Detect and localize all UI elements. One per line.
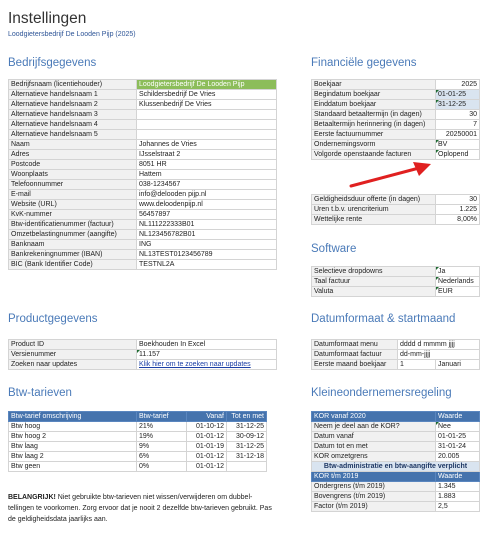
bedrijf-row <box>9 160 277 170</box>
bedrijf-row <box>9 80 277 90</box>
bedrijf-row <box>9 180 277 190</box>
software-label: Taal factuur <box>312 277 436 287</box>
btw-cell[interactable]: Btw laag 2 <box>9 452 137 462</box>
datum-value-field[interactable]: 1 <box>398 360 436 370</box>
bedrijf-row <box>9 210 277 220</box>
bedrijf-row <box>9 110 277 120</box>
financieel-value-field[interactable]: 30 <box>436 195 480 205</box>
financieel-extra-row <box>312 215 480 225</box>
financiele-gegevens-table <box>311 79 480 160</box>
bedrijf-label: Bankrekeningnummer (IBAN) <box>9 250 137 260</box>
datum-label: Datumformaat menu <box>312 340 398 350</box>
product-row <box>9 350 277 360</box>
kor-value-field[interactable]: Nee <box>436 422 480 432</box>
bedrijf-value-field[interactable]: www.deloodenpijp.nl <box>137 200 277 210</box>
btw-cell[interactable]: 31-12-25 <box>227 422 267 432</box>
financieel-label: Standaard betaaltermijn (in dagen) <box>312 110 436 120</box>
bedrijf-row <box>9 150 277 160</box>
financiele-extra-table <box>311 194 480 225</box>
btw-column-header: Vanaf <box>187 412 227 422</box>
bedrijf-label: Alternatieve handelsnaam 4 <box>9 120 137 130</box>
kor-value-field[interactable]: 1.883 <box>436 492 480 502</box>
kor-row <box>312 422 480 432</box>
heading-bedrijfsgegevens: Bedrijfsgegevens <box>8 57 97 69</box>
financieel-row <box>312 150 480 160</box>
product-value: 11.157 <box>137 350 277 360</box>
bedrijf-value-field[interactable] <box>137 110 277 120</box>
bedrijf-value-field[interactable]: Schildersbedrijf De Vries <box>137 90 277 100</box>
bedrijf-label: Alternatieve handelsnaam 1 <box>9 90 137 100</box>
financieel-row <box>312 80 480 90</box>
bedrijf-row <box>9 170 277 180</box>
btw-cell[interactable]: Btw laag <box>9 442 137 452</box>
software-value-dropdown[interactable]: Nederlands <box>436 277 480 287</box>
bedrijf-row <box>9 120 277 130</box>
bedrijf-row <box>9 130 277 140</box>
kor-value-field[interactable]: 20.005 <box>436 452 480 462</box>
bedrijf-value-field[interactable]: ING <box>137 240 277 250</box>
bedrijf-label: Naam <box>9 140 137 150</box>
btw-column-header: Btw-tarief <box>137 412 187 422</box>
bedrijf-value-field[interactable]: NL13TEST0123456789 <box>137 250 277 260</box>
kor-subheader: Btw-administratie en btw-aangifte verplicht <box>312 462 480 472</box>
btw-column-header: Tot en met <box>227 412 267 422</box>
bedrijf-value-field[interactable]: Hattem <box>137 170 277 180</box>
bedrijf-label: Alternatieve handelsnaam 3 <box>9 110 137 120</box>
datum-row <box>312 350 480 360</box>
kor-value-field[interactable]: 01-01-25 <box>436 432 480 442</box>
datum-month-name: Januari <box>436 360 480 370</box>
btw-column-header: Btw-tarief omschrijving <box>9 412 137 422</box>
bedrijf-value-field[interactable]: Klussenbedrijf De Vries <box>137 100 277 110</box>
bedrijf-value-field[interactable]: info@delooden pijp.nl <box>137 190 277 200</box>
btw-cell[interactable]: 6% <box>137 452 187 462</box>
financieel-value-field[interactable]: 1.225 <box>436 205 480 215</box>
kor-label: Neem je deel aan de KOR? <box>312 422 436 432</box>
financieel-value-field[interactable]: BV <box>436 140 480 150</box>
kor-label: Bovengrens (t/m 2019) <box>312 492 436 502</box>
financieel-value-field[interactable]: 20250001 <box>436 130 480 140</box>
note-bold: BELANGRIJK! <box>8 494 56 501</box>
bedrijf-label: Telefoonnummer <box>9 180 137 190</box>
kor-value-field[interactable]: 1.345 <box>436 482 480 492</box>
kor-row <box>312 482 480 492</box>
bedrijf-label: Adres <box>9 150 137 160</box>
kor-column-header: KOR vanaf 2020 <box>312 412 436 422</box>
software-row <box>312 267 480 277</box>
financieel-label: Boekjaar <box>312 80 436 90</box>
financieel-value-field[interactable]: 01-01-25 <box>436 90 480 100</box>
kor-subheader-row <box>312 462 480 472</box>
kor-row <box>312 432 480 442</box>
bedrijf-label: Website (URL) <box>9 200 137 210</box>
datum-value-field[interactable]: dddd d mmmm jjjj <box>398 340 480 350</box>
btw-cell[interactable]: Btw hoog 2 <box>9 432 137 442</box>
financieel-extra-row <box>312 195 480 205</box>
kor-label: Datum vanaf <box>312 432 436 442</box>
datum-value-field[interactable]: dd-mm-jjjj <box>398 350 480 360</box>
bedrijf-row <box>9 190 277 200</box>
bedrijf-row <box>9 220 277 230</box>
financieel-row <box>312 120 480 130</box>
heading-btw-tarieven: Btw-tarieven <box>8 387 72 399</box>
kor-table <box>311 411 480 512</box>
btw-cell[interactable] <box>227 462 267 472</box>
btw-cell[interactable]: 01-01-12 <box>187 462 227 472</box>
bedrijf-label: Bedrijfsnaam (licentiehouder) <box>9 80 137 90</box>
financieel-value-field[interactable]: 31-12-25 <box>436 100 480 110</box>
financieel-row <box>312 140 480 150</box>
btw-cell[interactable]: 01-01-19 <box>187 442 227 452</box>
btw-row <box>9 462 267 472</box>
financieel-row <box>312 90 480 100</box>
kor-label: Factor (t/m 2019) <box>312 502 436 512</box>
kor-label: KOR omzetgrens <box>312 452 436 462</box>
financieel-label: Wettelijke rente <box>312 215 436 225</box>
kor-label: Ondergrens (t/m 2019) <box>312 482 436 492</box>
red-arrow-icon <box>347 160 437 190</box>
product-label: Versienummer <box>9 350 137 360</box>
software-value-dropdown[interactable]: Ja <box>436 267 480 277</box>
update-link[interactable]: Klik hier om te zoeken naar updates <box>137 360 277 370</box>
btw-cell[interactable]: 01-10-12 <box>187 422 227 432</box>
software-label: Valuta <box>312 287 436 297</box>
bedrijf-value-field[interactable] <box>137 130 277 140</box>
datum-row <box>312 360 480 370</box>
bedrijf-label: Alternatieve handelsnaam 2 <box>9 100 137 110</box>
datum-label: Datumformaat factuur <box>312 350 398 360</box>
software-value-dropdown[interactable]: EUR <box>436 287 480 297</box>
bedrijf-value-field[interactable]: 038-1234567 <box>137 180 277 190</box>
financieel-label: Ondernemingsvorm <box>312 140 436 150</box>
note-text: Niet gebruikte btw-tarieven niet wissen/verwijderen om dubbel-tellingen te voorkomen. Zorg ervoor dat je nooit 2 dezelfde btw-tarieven gebruikt. Pas de geldigheidsdata jaarlijks aan. <box>8 494 272 523</box>
bedrijf-row <box>9 90 277 100</box>
kor-row <box>312 452 480 462</box>
btw-row <box>9 452 267 462</box>
btw-cell[interactable]: 31-12-18 <box>227 452 267 462</box>
financieel-row <box>312 110 480 120</box>
financieel-value-field[interactable]: 8,00% <box>436 215 480 225</box>
heading-productgegevens: Productgegevens <box>8 313 98 325</box>
datum-label: Eerste maand boekjaar <box>312 360 398 370</box>
kor-column-header: KOR t/m 2019 <box>312 472 436 482</box>
financieel-row <box>312 130 480 140</box>
financieel-row <box>312 100 480 110</box>
bedrijf-label: Omzetbelastingnummer (aangifte) <box>9 230 137 240</box>
productgegevens-table <box>8 339 277 370</box>
financieel-value-field[interactable]: 30 <box>436 110 480 120</box>
bedrijf-value-field[interactable]: NL111222333B01 <box>137 220 277 230</box>
btw-cell[interactable]: 30-09-12 <box>227 432 267 442</box>
bedrijf-value-field[interactable]: Loodgietersbedrijf De Looden Pijp <box>137 80 277 90</box>
btw-cell[interactable]: 19% <box>137 432 187 442</box>
product-value: Boekhouden In Excel <box>137 340 277 350</box>
financieel-label: Betaaltermijn herinnering (in dagen) <box>312 120 436 130</box>
heading-software: Software <box>311 243 357 255</box>
btw-row <box>9 422 267 432</box>
bedrijf-label: Woonplaats <box>9 170 137 180</box>
financieel-label: Uren t.b.v. urencriterium <box>312 205 436 215</box>
bedrijf-value-field[interactable]: IJsselstraat 2 <box>137 150 277 160</box>
bedrijf-label: Btw-identificatienummer (factuur) <box>9 220 137 230</box>
software-table <box>311 266 480 297</box>
kor-column-header: Waarde <box>436 472 480 482</box>
financieel-label: Geldigheidsduur offerte (in dagen) <box>312 195 436 205</box>
kor-column-header: Waarde <box>436 412 480 422</box>
bedrijf-label: KvK-nummer <box>9 210 137 220</box>
bedrijf-row <box>9 250 277 260</box>
bedrijf-value-field[interactable]: TESTNL2A <box>137 260 277 270</box>
btw-cell[interactable]: 01-01-12 <box>187 452 227 462</box>
financieel-label: Volgorde openstaande facturen <box>312 150 436 160</box>
financieel-value-field[interactable]: 7 <box>436 120 480 130</box>
btw-cell[interactable]: Btw hoog <box>9 422 137 432</box>
kor-row <box>312 442 480 452</box>
bedrijf-row <box>9 240 277 250</box>
bedrijf-row <box>9 140 277 150</box>
kor-header-row-2 <box>312 472 480 482</box>
btw-cell[interactable]: 01-01-12 <box>187 432 227 442</box>
product-label: Zoeken naar updates <box>9 360 137 370</box>
product-label: Product ID <box>9 340 137 350</box>
software-row <box>312 287 480 297</box>
datumformaat-table <box>311 339 480 370</box>
bedrijf-label: E-mail <box>9 190 137 200</box>
datum-row <box>312 340 480 350</box>
bedrijf-row <box>9 100 277 110</box>
kor-value-field[interactable]: 2,5 <box>436 502 480 512</box>
heading-financiele-gegevens: Financiële gegevens <box>311 57 417 69</box>
bedrijf-row <box>9 230 277 240</box>
financieel-value-field[interactable]: Oplopend <box>436 150 480 160</box>
bedrijf-label: Postcode <box>9 160 137 170</box>
btw-cell[interactable]: 0% <box>137 462 187 472</box>
bedrijf-value-field[interactable]: Johannes de Vries <box>137 140 277 150</box>
financieel-label: Eerste factuurnummer <box>312 130 436 140</box>
heading-datumformaat: Datumformaat & startmaand <box>311 313 456 325</box>
btw-tarieven-table <box>8 411 267 472</box>
btw-header-row <box>9 412 267 422</box>
financieel-value-field[interactable]: 2025 <box>436 80 480 90</box>
btw-cell[interactable]: 21% <box>137 422 187 432</box>
bedrijf-row <box>9 200 277 210</box>
bedrijf-value-field[interactable]: 8051 HR <box>137 160 277 170</box>
financieel-label: Einddatum boekjaar <box>312 100 436 110</box>
kor-label: Datum tot en met <box>312 442 436 452</box>
software-row <box>312 277 480 287</box>
kor-header-row <box>312 412 480 422</box>
financieel-extra-row <box>312 205 480 215</box>
heading-kor: Kleineondernemersregeling <box>311 387 452 399</box>
product-row <box>9 340 277 350</box>
bedrijfsgegevens-table <box>8 79 277 270</box>
financieel-label: Begindatum boekjaar <box>312 90 436 100</box>
page-title: Instellingen <box>8 10 87 27</box>
bedrijf-label: Banknaam <box>9 240 137 250</box>
bedrijf-label: Alternatieve handelsnaam 5 <box>9 130 137 140</box>
bedrijf-row <box>9 260 277 270</box>
bedrijf-value-field[interactable]: NL123456782B01 <box>137 230 277 240</box>
kor-row <box>312 492 480 502</box>
bedrijf-value-field[interactable]: 56457897 <box>137 210 277 220</box>
btw-warning-note <box>8 492 276 525</box>
page-subtitle: Loodgietersbedrijf De Looden Pijp (2025) <box>8 31 136 38</box>
kor-row <box>312 502 480 512</box>
product-row <box>9 360 277 370</box>
btw-cell[interactable]: 9% <box>137 442 187 452</box>
software-label: Selectieve dropdowns <box>312 267 436 277</box>
kor-value-field[interactable]: 31-01-24 <box>436 442 480 452</box>
btw-row <box>9 442 267 452</box>
btw-cell[interactable]: 31-12-25 <box>227 442 267 452</box>
btw-cell[interactable]: Btw geen <box>9 462 137 472</box>
bedrijf-label: BIC (Bank Identifier Code) <box>9 260 137 270</box>
bedrijf-value-field[interactable] <box>137 120 277 130</box>
btw-row <box>9 432 267 442</box>
